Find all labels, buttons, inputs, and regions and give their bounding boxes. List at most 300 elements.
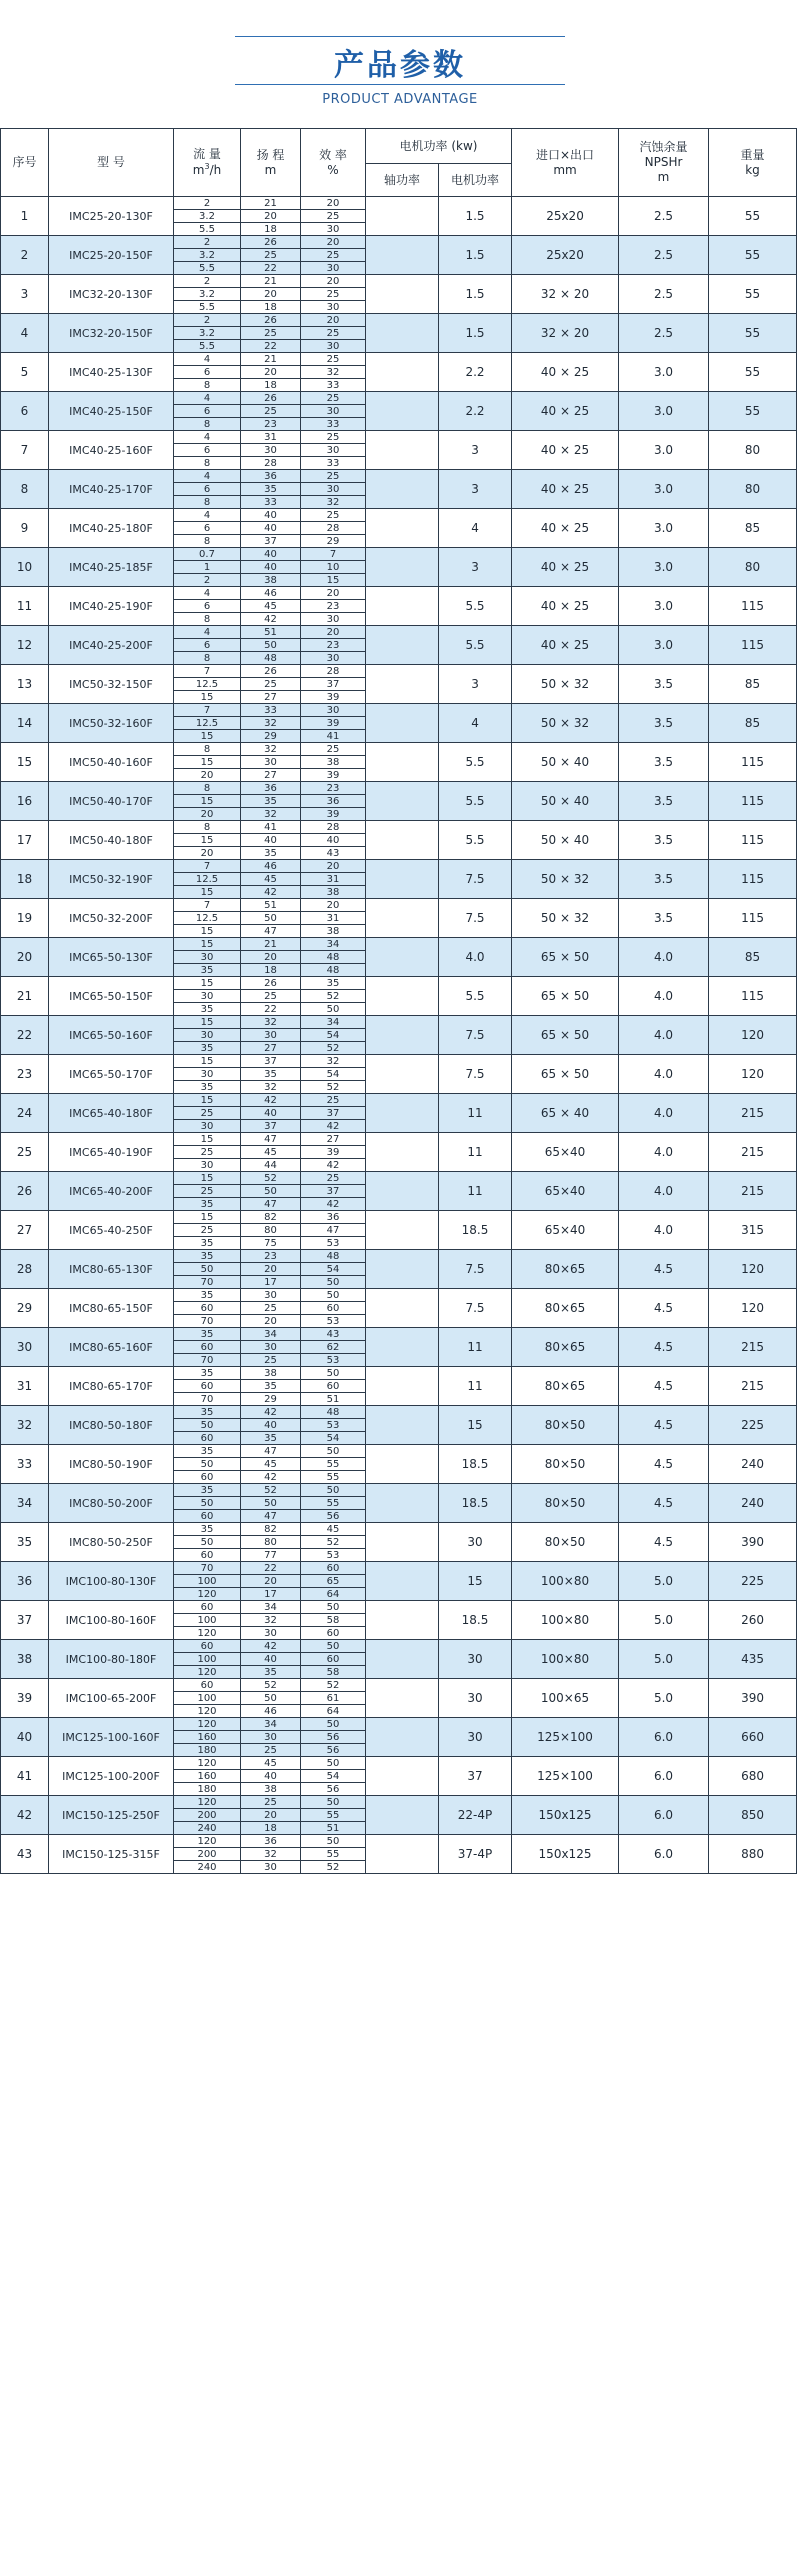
npsh-cell: 2.5 [619,275,709,314]
port-cell: 80×65 [512,1367,619,1406]
row-number: 34 [1,1484,49,1523]
npsh-cell: 3.0 [619,470,709,509]
eff-cell: 30 [301,444,366,457]
row-number: 21 [1,977,49,1016]
npsh-cell: 4.0 [619,977,709,1016]
weight-cell: 215 [709,1328,797,1367]
shaft-power-cell [366,431,439,470]
head-cell: 52 [241,1172,301,1185]
model-cell: IMC150-125-250F [49,1796,174,1835]
motor-power-cell: 30 [439,1523,512,1562]
eff-cell: 60 [301,1653,366,1666]
npsh-cell: 5.0 [619,1562,709,1601]
head-cell: 23 [241,418,301,431]
model-cell: IMC65-40-190F [49,1133,174,1172]
flow-cell: 12.5 [174,912,241,925]
weight-cell: 215 [709,1094,797,1133]
eff-cell: 20 [301,587,366,600]
flow-cell: 5.5 [174,301,241,314]
shaft-power-cell [366,1172,439,1211]
eff-cell: 50 [301,1003,366,1016]
port-cell: 40 × 25 [512,470,619,509]
head-cell: 25 [241,990,301,1003]
eff-cell: 30 [301,652,366,665]
eff-cell: 28 [301,665,366,678]
row-number: 26 [1,1172,49,1211]
eff-cell: 41 [301,730,366,743]
motor-power-cell: 18.5 [439,1484,512,1523]
eff-cell: 25 [301,392,366,405]
model-cell: IMC25-20-150F [49,236,174,275]
eff-cell: 34 [301,1016,366,1029]
flow-cell: 20 [174,769,241,782]
table-row [1,1640,797,1653]
spec-table [0,128,797,1874]
weight-cell: 115 [709,860,797,899]
eff-cell: 50 [301,1835,366,1848]
port-cell: 150x125 [512,1835,619,1874]
port-cell: 25x20 [512,236,619,275]
flow-cell: 35 [174,1523,241,1536]
eff-cell: 48 [301,951,366,964]
weight-cell: 115 [709,626,797,665]
row-number: 38 [1,1640,49,1679]
shaft-power-cell [366,821,439,860]
row-number: 30 [1,1328,49,1367]
motor-power-cell: 3 [439,470,512,509]
col-npsh-header [619,129,709,197]
motor-power-cell: 11 [439,1133,512,1172]
row-number: 15 [1,743,49,782]
port-cell: 65 × 50 [512,938,619,977]
head-cell: 82 [241,1211,301,1224]
eff-cell: 45 [301,1523,366,1536]
port-cell: 150x125 [512,1796,619,1835]
head-cell: 30 [241,1731,301,1744]
motor-power-cell: 1.5 [439,314,512,353]
eff-cell: 33 [301,457,366,470]
row-number: 20 [1,938,49,977]
eff-cell: 10 [301,561,366,574]
col-motor-power-header: 电机功率 [439,164,512,197]
eff-cell: 37 [301,678,366,691]
eff-cell: 50 [301,1289,366,1302]
model-cell: IMC40-25-200F [49,626,174,665]
head-cell: 25 [241,1302,301,1315]
model-cell: IMC32-20-130F [49,275,174,314]
port-cell: 80×65 [512,1328,619,1367]
head-cell: 38 [241,1367,301,1380]
model-cell: IMC40-25-190F [49,587,174,626]
row-number: 28 [1,1250,49,1289]
head-cell: 32 [241,743,301,756]
flow-cell: 30 [174,1120,241,1133]
flow-unit: $m^3/h$ [192,162,222,177]
flow-cell: 50 [174,1536,241,1549]
eff-cell: 60 [301,1627,366,1640]
head-cell: 31 [241,431,301,444]
head-cell: 34 [241,1601,301,1614]
flow-cell: 120 [174,1835,241,1848]
eff-cell: 51 [301,1393,366,1406]
weight-cell: 55 [709,275,797,314]
motor-power-cell: 11 [439,1367,512,1406]
flow-cell: 35 [174,964,241,977]
table-row [1,1484,797,1497]
eff-cell: 29 [301,535,366,548]
npsh-unit: m [657,170,670,184]
eff-cell: 56 [301,1744,366,1757]
eff-cell: 58 [301,1614,366,1627]
eff-cell: 62 [301,1341,366,1354]
model-cell: IMC80-65-160F [49,1328,174,1367]
shaft-power-cell [366,1328,439,1367]
eff-cell: 53 [301,1315,366,1328]
table-row [1,1562,797,1575]
flow-cell: 70 [174,1393,241,1406]
head-cell: 27 [241,769,301,782]
table-row [1,977,797,990]
motor-power-cell: 4 [439,704,512,743]
head-cell: 42 [241,1094,301,1107]
flow-cell: 60 [174,1302,241,1315]
row-number: 33 [1,1445,49,1484]
npsh-cell: 3.0 [619,431,709,470]
head-cell: 35 [241,1380,301,1393]
eff-cell: 39 [301,717,366,730]
motor-power-cell: 30 [439,1640,512,1679]
head-cell: 22 [241,1562,301,1575]
eff-cell: 51 [301,1822,366,1835]
col-shaft-power-header: 轴功率 [366,164,439,197]
row-number: 36 [1,1562,49,1601]
head-cell: 26 [241,665,301,678]
weight-cell: 680 [709,1757,797,1796]
row-number: 37 [1,1601,49,1640]
port-cell: 50 × 40 [512,821,619,860]
shaft-power-cell [366,1211,439,1250]
port-label: 进口×出口 [535,147,595,162]
flow-cell: 35 [174,1289,241,1302]
shaft-power-cell [366,197,439,236]
npsh-cell: 3.5 [619,743,709,782]
flow-cell: 50 [174,1263,241,1276]
npsh-cell: 3.5 [619,782,709,821]
model-cell: IMC80-50-250F [49,1523,174,1562]
head-cell: 25 [241,327,301,340]
model-cell: IMC50-40-180F [49,821,174,860]
table-row [1,743,797,756]
head-cell: 42 [241,1471,301,1484]
eff-cell: 54 [301,1029,366,1042]
weight-cell: 215 [709,1172,797,1211]
eff-cell: 31 [301,873,366,886]
head-cell: 47 [241,1445,301,1458]
head-cell: 32 [241,1614,301,1627]
weight-cell: 85 [709,704,797,743]
head-cell: 51 [241,626,301,639]
eff-cell: 33 [301,379,366,392]
eff-cell: 53 [301,1549,366,1562]
head-cell: 50 [241,1497,301,1510]
eff-cell: 25 [301,431,366,444]
row-number: 24 [1,1094,49,1133]
flow-cell: 180 [174,1783,241,1796]
eff-cell: 50 [301,1276,366,1289]
npsh-cell: 4.0 [619,1094,709,1133]
head-cell: 45 [241,1146,301,1159]
weight-label: 重量 [740,147,765,162]
motor-power-cell: 3 [439,431,512,470]
weight-cell: 660 [709,1718,797,1757]
col-weight-header [709,129,797,197]
head-cell: 21 [241,938,301,951]
weight-cell: 240 [709,1445,797,1484]
section-title: 产品参数 [334,48,466,83]
head-cell: 20 [241,366,301,379]
flow-cell: 8 [174,496,241,509]
row-number: 7 [1,431,49,470]
npsh-cell: 3.5 [619,860,709,899]
npsh-cell: 4.0 [619,938,709,977]
table-row [1,1250,797,1263]
flow-cell: 25 [174,1146,241,1159]
table-row [1,1679,797,1692]
eff-cell: 54 [301,1263,366,1276]
weight-cell: 115 [709,899,797,938]
model-cell: IMC80-65-150F [49,1289,174,1328]
flow-cell: 5.5 [174,340,241,353]
eff-cell: 42 [301,1120,366,1133]
eff-cell: 65 [301,1575,366,1588]
flow-cell: 6 [174,405,241,418]
npsh-cell: 2.5 [619,314,709,353]
row-number: 22 [1,1016,49,1055]
port-cell: 50 × 40 [512,743,619,782]
eff-cell: 55 [301,1809,366,1822]
eff-cell: 32 [301,1055,366,1068]
eff-cell: 50 [301,1640,366,1653]
motor-power-cell: 7.5 [439,1055,512,1094]
head-cell: 32 [241,1848,301,1861]
eff-cell: 20 [301,899,366,912]
flow-cell: 30 [174,990,241,1003]
table-row [1,431,797,444]
flow-cell: 25 [174,1107,241,1120]
flow-cell: 35 [174,1042,241,1055]
col-head-header [241,129,301,197]
head-cell: 41 [241,821,301,834]
eff-cell: 32 [301,496,366,509]
head-cell: 35 [241,795,301,808]
table-row [1,1211,797,1224]
row-number: 12 [1,626,49,665]
eff-cell: 30 [301,301,366,314]
port-cell: 40 × 25 [512,548,619,587]
port-cell: 50 × 32 [512,704,619,743]
flow-cell: 8 [174,379,241,392]
flow-cell: 35 [174,1328,241,1341]
eff-cell: 25 [301,1094,366,1107]
eff-cell: 50 [301,1757,366,1770]
eff-cell: 55 [301,1471,366,1484]
head-cell: 20 [241,210,301,223]
eff-cell: 54 [301,1432,366,1445]
flow-cell: 4 [174,626,241,639]
weight-cell: 115 [709,977,797,1016]
flow-cell: 15 [174,1055,241,1068]
shaft-power-cell [366,1484,439,1523]
motor-power-cell: 30 [439,1718,512,1757]
flow-cell: 8 [174,821,241,834]
motor-power-cell: 37 [439,1757,512,1796]
eff-cell: 20 [301,860,366,873]
head-cell: 23 [241,1250,301,1263]
shaft-power-cell [366,470,439,509]
flow-cell: 30 [174,1029,241,1042]
head-cell: 29 [241,1393,301,1406]
port-cell: 65 × 50 [512,977,619,1016]
head-cell: 40 [241,522,301,535]
head-cell: 47 [241,1133,301,1146]
row-number: 25 [1,1133,49,1172]
shaft-power-cell [366,977,439,1016]
eff-cell: 52 [301,1679,366,1692]
row-number: 8 [1,470,49,509]
npsh-cell: 3.0 [619,509,709,548]
row-number: 29 [1,1289,49,1328]
eff-cell: 60 [301,1380,366,1393]
flow-cell: 120 [174,1757,241,1770]
table-row [1,1289,797,1302]
model-cell: IMC80-50-200F [49,1484,174,1523]
eff-cell: 48 [301,964,366,977]
flow-cell: 6 [174,444,241,457]
shaft-power-cell [366,1640,439,1679]
motor-power-cell: 15 [439,1562,512,1601]
head-cell: 36 [241,782,301,795]
row-number: 14 [1,704,49,743]
weight-cell: 435 [709,1640,797,1679]
shaft-power-cell [366,704,439,743]
weight-cell: 225 [709,1562,797,1601]
flow-cell: 50 [174,1497,241,1510]
head-cell: 36 [241,1835,301,1848]
head-cell: 34 [241,1328,301,1341]
weight-cell: 390 [709,1523,797,1562]
flow-cell: 15 [174,1016,241,1029]
flow-cell: 30 [174,1068,241,1081]
flow-cell: 15 [174,1094,241,1107]
head-unit: m [264,162,277,177]
flow-cell: 35 [174,1484,241,1497]
flow-cell: 15 [174,1172,241,1185]
npsh-cell: 6.0 [619,1718,709,1757]
port-cell: 80×50 [512,1445,619,1484]
head-cell: 29 [241,730,301,743]
flow-cell: 60 [174,1679,241,1692]
eff-cell: 30 [301,613,366,626]
eff-cell: 48 [301,1250,366,1263]
motor-power-cell: 2.2 [439,392,512,431]
flow-cell: 8 [174,743,241,756]
model-cell: IMC100-80-180F [49,1640,174,1679]
head-cell: 40 [241,1419,301,1432]
head-cell: 25 [241,678,301,691]
row-number: 31 [1,1367,49,1406]
eff-cell: 53 [301,1237,366,1250]
npsh-cell: 3.0 [619,353,709,392]
flow-cell: 6 [174,600,241,613]
row-number: 43 [1,1835,49,1874]
head-cell: 40 [241,509,301,522]
shaft-power-cell [366,626,439,665]
model-cell: IMC65-40-250F [49,1211,174,1250]
row-number: 1 [1,197,49,236]
eff-cell: 42 [301,1159,366,1172]
port-cell: 50 × 32 [512,665,619,704]
flow-cell: 8 [174,613,241,626]
port-cell: 100×80 [512,1601,619,1640]
weight-cell: 55 [709,236,797,275]
col-model-header: 型 号 [49,129,174,197]
npsh-cell: 3.0 [619,587,709,626]
head-cell: 32 [241,808,301,821]
flow-cell: 20 [174,847,241,860]
motor-power-cell: 5.5 [439,587,512,626]
flow-cell: 70 [174,1315,241,1328]
flow-cell: 2 [174,236,241,249]
eff-cell: 52 [301,1081,366,1094]
motor-power-cell: 18.5 [439,1601,512,1640]
header-row-top [1,129,797,164]
flow-cell: 15 [174,756,241,769]
flow-cell: 240 [174,1822,241,1835]
eff-cell: 36 [301,1211,366,1224]
flow-cell: 120 [174,1718,241,1731]
eff-cell: 15 [301,574,366,587]
head-cell: 30 [241,1029,301,1042]
flow-cell: 30 [174,1159,241,1172]
eff-cell: 55 [301,1458,366,1471]
flow-cell: 8 [174,457,241,470]
flow-cell: 35 [174,1198,241,1211]
shaft-power-cell [366,1250,439,1289]
head-cell: 50 [241,1692,301,1705]
weight-cell: 115 [709,782,797,821]
eff-cell: 43 [301,847,366,860]
weight-cell: 115 [709,821,797,860]
weight-cell: 80 [709,548,797,587]
npsh-cell: 4.5 [619,1367,709,1406]
flow-cell: 7 [174,860,241,873]
eff-unit: % [327,162,339,177]
npsh-cell: 2.5 [619,197,709,236]
eff-cell: 25 [301,249,366,262]
motor-power-cell: 5.5 [439,821,512,860]
head-cell: 25 [241,1354,301,1367]
head-cell: 30 [241,1341,301,1354]
row-number: 19 [1,899,49,938]
flow-cell: 120 [174,1705,241,1718]
col-power-header: 电机功率 (kw) [366,129,512,164]
col-port-header [512,129,619,197]
table-row [1,1016,797,1029]
eff-cell: 39 [301,808,366,821]
eff-cell: 30 [301,340,366,353]
head-cell: 75 [241,1237,301,1250]
flow-cell: 35 [174,1081,241,1094]
